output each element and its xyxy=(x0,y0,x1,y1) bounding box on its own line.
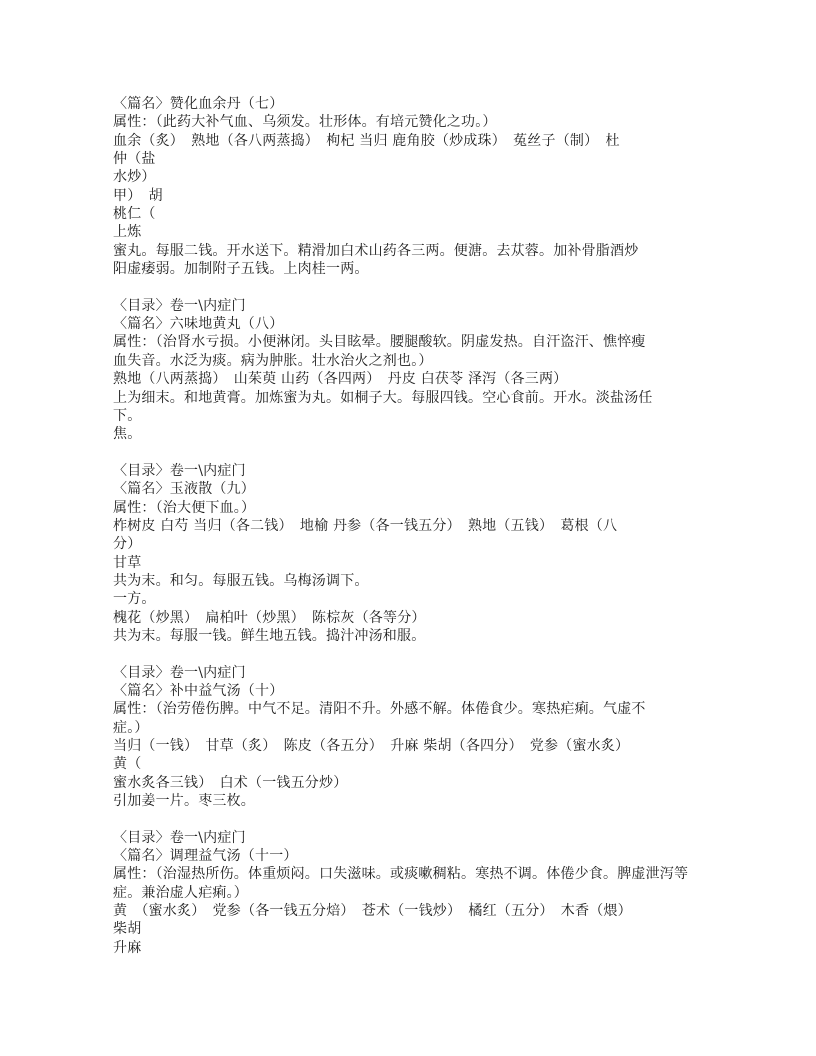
body-text-line: 蜜丸。每服二钱。开水送下。精滑加白术山药各三两。便溏。去苁蓉。加补骨脂酒炒 xyxy=(113,242,639,259)
body-text-line: 熟地（八两蒸捣） 山茱萸 山药（各四两） 丹皮 白茯苓 泽泻（各三两） xyxy=(113,371,568,388)
formula-section xyxy=(113,95,763,278)
body-text-line: 共为末。和匀。每服五钱。乌梅汤调下。 xyxy=(113,572,369,589)
toc-line: 〈目录〉卷一\内症门 xyxy=(113,462,246,479)
body-text-line: 水炒） xyxy=(113,169,156,186)
toc-line: 〈目录〉卷一\内症门 xyxy=(113,297,246,314)
body-text-line: 引加姜一片。枣三枚。 xyxy=(113,793,255,810)
title-line: 〈篇名〉补中益气汤（十） xyxy=(113,683,284,699)
body-text-line: 甘草 xyxy=(113,554,142,571)
body-text-line: 甲） 胡 xyxy=(113,187,163,204)
body-text-line: 仲（盐 xyxy=(113,151,156,168)
body-text-line: 当归（一钱） 甘草（炙） 陈皮（各五分） 升麻 柴胡（各四分） 党参（蜜水炙） xyxy=(113,738,630,755)
body-text-line: 升麻 xyxy=(113,939,142,956)
formula-section xyxy=(113,462,763,645)
document-body xyxy=(113,95,763,976)
body-text-line: 槐花（炒黑） 扁柏叶（炒黑） 陈棕灰（各等分） xyxy=(113,609,426,626)
attributes-line: 属性：（治肾水亏损。小便淋闭。头目眩晕。腰腿酸软。阴虚发热。自汗盗汗、憔悴瘦 xyxy=(113,334,646,351)
body-text-line: 一方。 xyxy=(113,591,156,608)
body-text-line: 症。兼治虚人疟痢。） xyxy=(113,884,248,901)
title-line: 〈篇名〉六味地黄丸（八） xyxy=(113,316,284,333)
body-text-line: 血余（炙） 熟地（各八两蒸捣） 枸杞 当归 鹿角胶（炒成珠） 菟丝子（制） 杜 xyxy=(113,132,620,149)
body-text-line: 焦。 xyxy=(113,426,142,443)
attributes-line: 属性：（此药大补气血、乌须发。壮形体。有培元赞化之功。） xyxy=(113,114,497,131)
body-text-line: 血失音。水泛为痰。病为肿胀。壮水治火之剂也。） xyxy=(113,352,433,369)
attributes-line: 属性：（治大便下血。） xyxy=(113,499,256,516)
title-line: 〈篇名〉赞化血余丹（七） xyxy=(113,96,284,112)
body-text-line: 症。） xyxy=(113,719,149,736)
attributes-line: 属性：（治劳倦伤脾。中气不足。清阳不升。外感不解。体倦食少。寒热疟痢。气虚不 xyxy=(113,701,646,718)
body-text-line: 上为细末。和地黄膏。加炼蜜为丸。如桐子大。每服四钱。空心食前。开水。淡盐汤任 xyxy=(113,389,653,406)
body-text-line: 柞树皮 白芍 当归（各二钱） 地榆 丹参（各一钱五分） 熟地（五钱） 葛根（八 xyxy=(113,517,618,534)
body-text-line: 桃仁（ xyxy=(113,206,156,223)
body-text-line: 共为末。每服一钱。鲜生地五钱。捣汁冲汤和服。 xyxy=(113,627,426,644)
toc-line: 〈目录〉卷一\内症门 xyxy=(113,829,246,846)
body-text-line: 柴胡 xyxy=(113,921,142,938)
formula-section xyxy=(113,829,763,957)
body-text-line: 阳虚痿弱。加制附子五钱。上肉桂一两。 xyxy=(113,261,369,278)
body-text-line: 黄 （蜜水炙） 党参（各一钱五分焙） 苍术（一钱炒） 橘红（五分） 木香（煨） xyxy=(113,903,632,920)
formula-section xyxy=(113,297,763,444)
body-text-line: 分） xyxy=(113,536,142,553)
body-text-line: 蜜水炙各三钱） 白术（一钱五分炒） xyxy=(113,774,348,791)
formula-section xyxy=(113,664,763,811)
attributes-line: 属性：（治湿热所伤。体重烦闷。口失滋味。或痰嗽稠粘。寒热不调。体倦少食。脾虚泄泻等 xyxy=(113,866,689,883)
body-text-line: 上炼 xyxy=(113,224,142,241)
body-text-line: 黄（ xyxy=(113,756,142,773)
title-line: 〈篇名〉调理益气汤（十一） xyxy=(113,848,298,865)
toc-line: 〈目录〉卷一\内症门 xyxy=(113,664,246,681)
body-text-line: 下。 xyxy=(113,407,142,424)
title-line: 〈篇名〉玉液散（九） xyxy=(113,481,255,498)
